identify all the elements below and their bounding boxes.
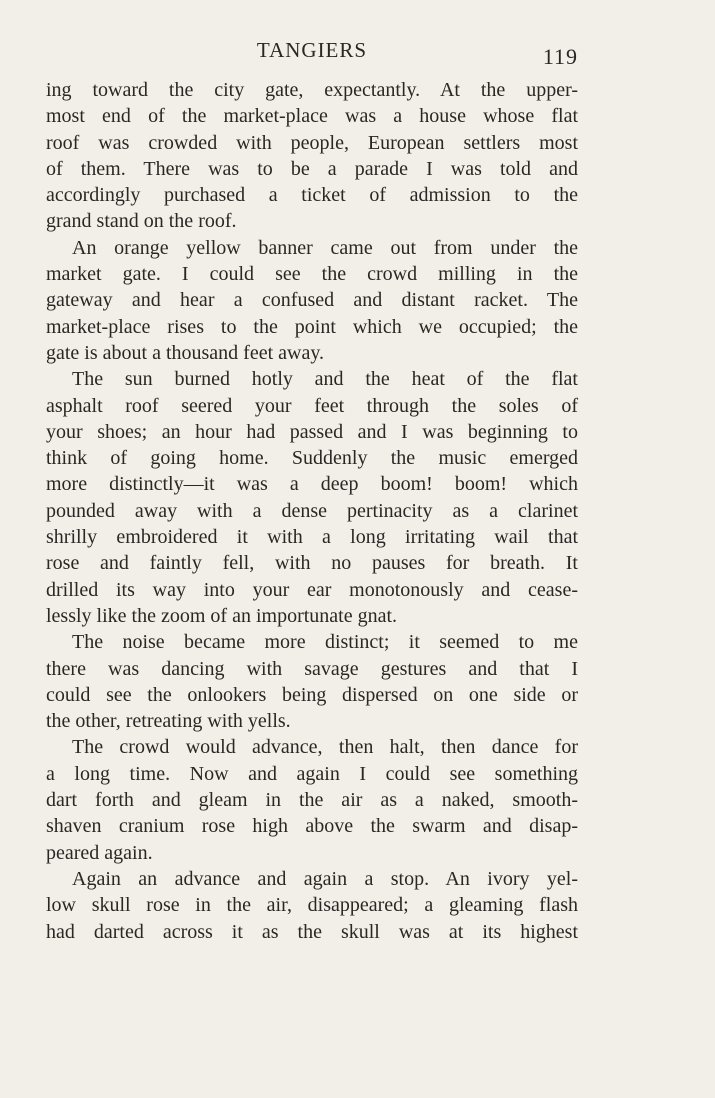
text-line: gate is about a thousand feet away.: [46, 341, 325, 364]
text-line: there was dancing with savage gestures and that I: [46, 657, 578, 680]
text-line: more distinctly—it was a deep boom! boom! which: [46, 473, 578, 496]
text-line: pounded away with a dense pertinacity as a clarinet: [46, 499, 578, 522]
text-line: market gate. I could see the crowd milling in the: [46, 263, 578, 286]
text-line: the other, retreating with yells.: [46, 710, 291, 733]
text-line: grand stand on the roof.: [46, 210, 237, 233]
text-line: could see the onlookers being dispersed on one side or: [46, 683, 578, 706]
text-line: gateway and hear a confused and distant racket. The: [46, 289, 578, 312]
text-line: of them. There was to be a parade I was told and: [46, 157, 578, 180]
text-line: peared again.: [46, 841, 153, 864]
text-line: roof was crowded with people, European settlers most: [46, 131, 578, 154]
text-line: drilled its way into your ear monotonously and cease-: [46, 578, 578, 601]
body-text: [46, 77, 578, 945]
text-line: low skull rose in the air, disappeared; a gleaming flash: [46, 894, 578, 917]
text-line: asphalt roof seered your feet through the soles of: [46, 394, 578, 417]
text-line: An orange yellow banner came out from under the: [72, 236, 578, 259]
text-line: your shoes; an hour had passed and I was beginning to: [46, 420, 578, 443]
text-line: shrilly embroidered it with a long irritating wail that: [46, 526, 578, 549]
text-line: had darted across it as the skull was at its highest: [46, 920, 578, 943]
text-line: a long time. Now and again I could see something: [46, 762, 578, 785]
running-title: TANGIERS: [256, 38, 368, 62]
text-line: accordingly purchased a ticket of admission to the: [46, 184, 578, 207]
text-line: The sun burned hotly and the heat of the flat: [72, 368, 578, 391]
text-line: dart forth and gleam in the air as a naked, smooth-: [46, 789, 578, 812]
text-line: ing toward the city gate, expectantly. At the upper-: [46, 79, 578, 101]
text-line: rose and faintly fell, with no pauses for breath. It: [46, 552, 578, 575]
page-number: 119: [542, 44, 578, 69]
text-line: The crowd would advance, then halt, then dance for: [72, 736, 578, 759]
text-line: market-place rises to the point which we occupied; the: [46, 315, 578, 338]
text-line: lessly like the zoom of an importunate gnat.: [46, 604, 398, 627]
text-line: most end of the market-place was a house whose flat: [46, 105, 578, 128]
running-head: [46, 38, 578, 68]
text-line: shaven cranium rose high above the swarm and disap-: [46, 815, 578, 838]
text-line: think of going home. Suddenly the music emerged: [46, 447, 578, 470]
text-line: Again an advance and again a stop. An ivory yel-: [72, 867, 578, 890]
text-line: The noise became more distinct; it seemed to me: [72, 631, 578, 654]
